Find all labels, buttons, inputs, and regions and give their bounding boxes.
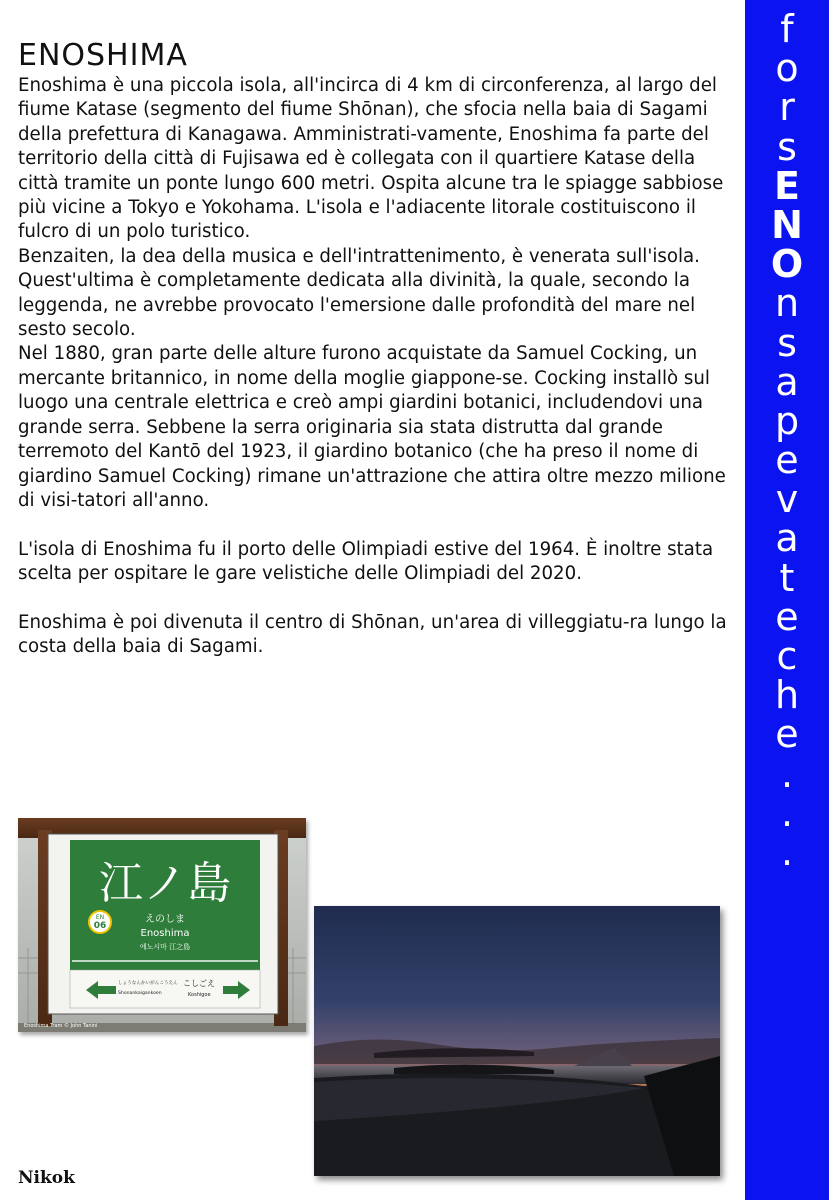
paragraph-shonan: Enoshima è poi divenuta il centro di Shōnan, un'area di villeggiatu-ra lungo la costa della baia di Sagami. [18,611,727,658]
sidebar-letter: p [774,398,800,443]
sidebar-letter: O [770,242,804,287]
sunset-beach-photo [314,906,720,1176]
sign-kanji: 江ノ島 [99,858,231,909]
sidebar-letter: h [774,673,800,718]
sidebar-letter: e [775,712,799,757]
sidebar-letter: E [774,163,800,208]
article-body [18,74,728,660]
sidebar-letter: a [775,516,799,561]
sidebar-letter: e [775,438,799,483]
sidebar-letter: . [780,829,794,874]
sidebar-letter: . [780,790,794,835]
sign-left-kana: しょうなんかいがんこうえん [118,981,178,986]
photo-credit: Enoshima Tram © John Tanini [24,1023,98,1029]
sidebar-letter: n [774,281,800,326]
sign-kana: えのしま [145,914,185,925]
author-signature: Nikok [18,1168,75,1188]
sidebar-letter: s [777,124,797,169]
sign-left-romaji: Shonankaigankoen [118,991,162,996]
sidebar-letter: a [775,359,799,404]
sidebar-letter: v [775,477,799,522]
paragraph-intro: Enoshima è una piccola isola, all'incirca di 4 km di circonferenza, al largo del fiume Katase (segmento del fiume Shōnan), che sfocia nella baia di Sagami della prefettura di Kanagawa. Amministrati-vamente, Enoshima fa parte del territorio della città di Fujisawa ed è collegata con il quartiere Katase della città tramite un ponte lungo 600 metri. Ospita alcune tra le spiagge sabbiose più vicine a Tokyo e Yokohama. L'isola e l'adiacente litorale costituiscono il fulcro di un polo turistico. [18,75,724,243]
sidebar-letter: t [779,555,795,600]
sidebar-letter: e [775,594,799,639]
sign-right-romaji: Koshigoe [188,992,211,998]
paragraph-cocking: Nel 1880, gran parte delle alture furono acquistate da Samuel Cocking, un mercante britannico, in nome della moglie giappone-se. Cocking installò sul luogo una centrale elettrica e creò ampi giardini botanici, includendovi una grande serra. Sebbene la serra originaria sia stata distrutta dal grande terremoto del Kantō del 1923, il giardino botanico (che ha preso il nome di giardino Samuel Cocking) rimane un'attrazione che attira oltre mezzo milione di visi-tatori all'anno. [18,343,726,511]
sign-romaji: Enoshima [140,928,190,939]
sidebar-letter: o [775,46,799,91]
sign-korean-chinese: 에노시마 江之島 [139,943,191,951]
sign-badge-line: EN [95,914,105,921]
station-sign-photo [18,818,306,1032]
paragraph-benzaiten: Benzaiten, la dea della musica e dell'intrattenimento, è venerata sull'isola. Quest'ultima è completamente dedicata alla divinità, la quale, secondo la leggenda, ne avrebbe provocato l'emersione dalle profondità del mare nel sesto secolo. [18,245,700,341]
paragraph-olympics: L'isola di Enoshima fu il porto delle Olimpiadi estive del 1964. È inoltre stata scelta per ospitare le gare velistiche delle Olimpiadi del 2020. [18,538,714,585]
sidebar-letter: f [780,7,794,51]
sidebar-letter: N [771,202,803,247]
sign-badge-number: 06 [93,921,107,931]
sidebar-letter: . [780,751,794,796]
article-title: ENOSHIMA [18,38,188,73]
sidebar-letter: c [776,634,798,678]
sidebar-letter: s [777,320,797,365]
sidebar-letter: r [779,85,795,130]
sign-right-kana: こしごえ [183,979,215,988]
vertical-sidebar-banner [745,0,829,1200]
